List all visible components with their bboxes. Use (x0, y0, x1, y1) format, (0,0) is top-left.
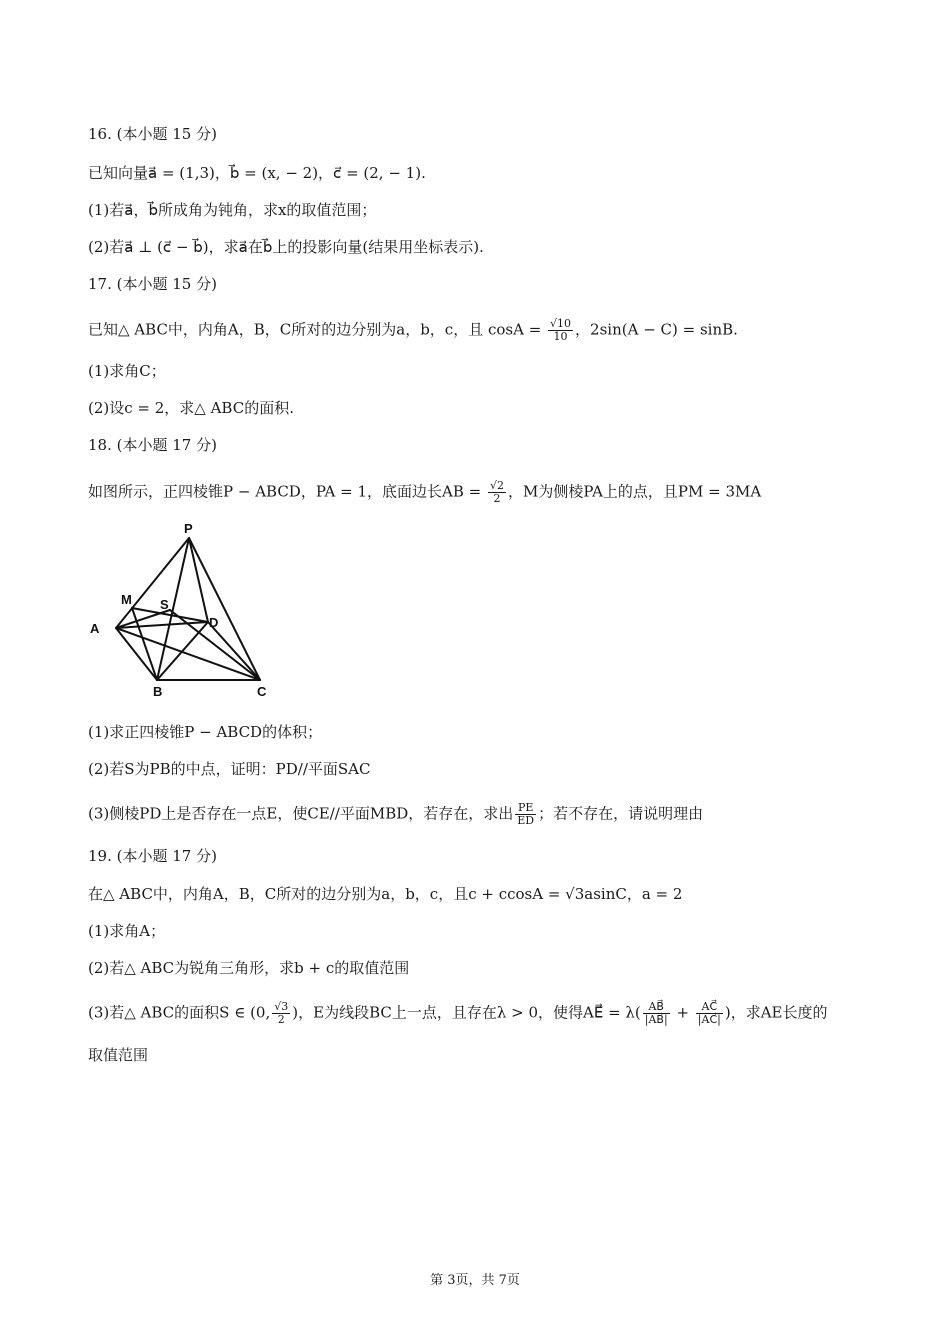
label-B: B (153, 684, 163, 699)
cos-fraction: $\frac{√10}{10}$ (550, 317, 572, 343)
pyramid-figure (86, 520, 276, 700)
problem-16-header: 16. (本小题 15 分) (88, 125, 217, 143)
sqrt3-over-2-fraction: $\frac{√3}{2}$ (274, 1000, 289, 1026)
problem-19-part-2: (2)若△ ABC为锐角三角形，求b + c的取值范围 (88, 959, 410, 977)
label-D: D (209, 615, 219, 630)
page-footer: 第 3页，共 7页 (430, 1273, 520, 1288)
problem-18-stem: 如图所示，正四棱锥P − ABCD，PA = 1，底面边长AB = $\frac{√2}{2}$ ，M为侧棱PA上的点，且PM = 3MA (88, 479, 762, 505)
problem-18-part-3: (3)侧棱PD上是否存在一点E，使CE//平面MBD，若存在，求出 $\frac{PE}{ED}$ ；若不存在，请说明理由 (88, 801, 704, 827)
ab-unit-vector: $\frac{AB⃗}{|AB⃗|}$ (644, 1000, 668, 1026)
problem-17-header: 17. (本小题 15 分) (88, 275, 217, 293)
problem-16-part-2: (2)若a⃗ ⊥ (c⃗ − b⃗)，求a⃗在b⃗上的投影向量(结果用坐标表示). (88, 238, 484, 256)
problem-18-header: 18. (本小题 17 分) (88, 436, 217, 454)
label-P: P (184, 521, 193, 536)
problem-19-stem: 在△ ABC中，内角A，B，C所对的边分别为a，b，c，且c + ccosA = √3asinC，a = 2 (88, 885, 683, 903)
problem-18-part-2: (2)若S为PB的中点，证明：PD//平面SAC (88, 760, 371, 778)
ac-unit-vector: $\frac{AC⃗}{|AC⃗|}$ (697, 1000, 721, 1026)
problem-17-part-2: (2)设c = 2，求△ ABC的面积. (88, 399, 294, 417)
label-M: M (121, 592, 132, 607)
problem-16-part-1: (1)若a⃗，b⃗所成角为钝角，求x的取值范围； (88, 201, 377, 219)
problem-16-stem: 已知向量a⃗ = (1,3)，b⃗ = (x, − 2)，c⃗ = (2, − 1). (88, 164, 426, 182)
problem-19-header: 19. (本小题 17 分) (88, 847, 217, 865)
problem-19-part-1: (1)求角A； (88, 922, 166, 940)
problem-17-stem: 已知△ ABC中，内角A，B，C所对的边分别为a，b，c，且 cosA = $\frac{√10}{10}$ ，2sin(A − C) = sinB. (88, 317, 738, 343)
problem-19-part-3: (3)若△ ABC的面积S ∈ (0, $\frac{√3}{2}$ )，E为线段BC上一点，且存在λ > 0，使得AE⃗ = λ( $\frac{AB⃗}{|AB⃗|}$ + $\frac{AC⃗}{|AC⃗|}$ )，求AE长度的 (88, 1000, 828, 1026)
label-S: S (160, 597, 169, 612)
ab-fraction: $\frac{√2}{2}$ (490, 479, 505, 505)
problem-18-part-1: (1)求正四棱锥P − ABCD的体积； (88, 723, 323, 741)
label-C: C (257, 684, 267, 699)
pe-ed-fraction: $\frac{PE}{ED}$ (517, 801, 535, 827)
problem-19-part-3-cont: 取值范围 (88, 1046, 149, 1064)
problem-17-part-1: (1)求角C； (88, 362, 166, 380)
label-A: A (90, 621, 100, 636)
